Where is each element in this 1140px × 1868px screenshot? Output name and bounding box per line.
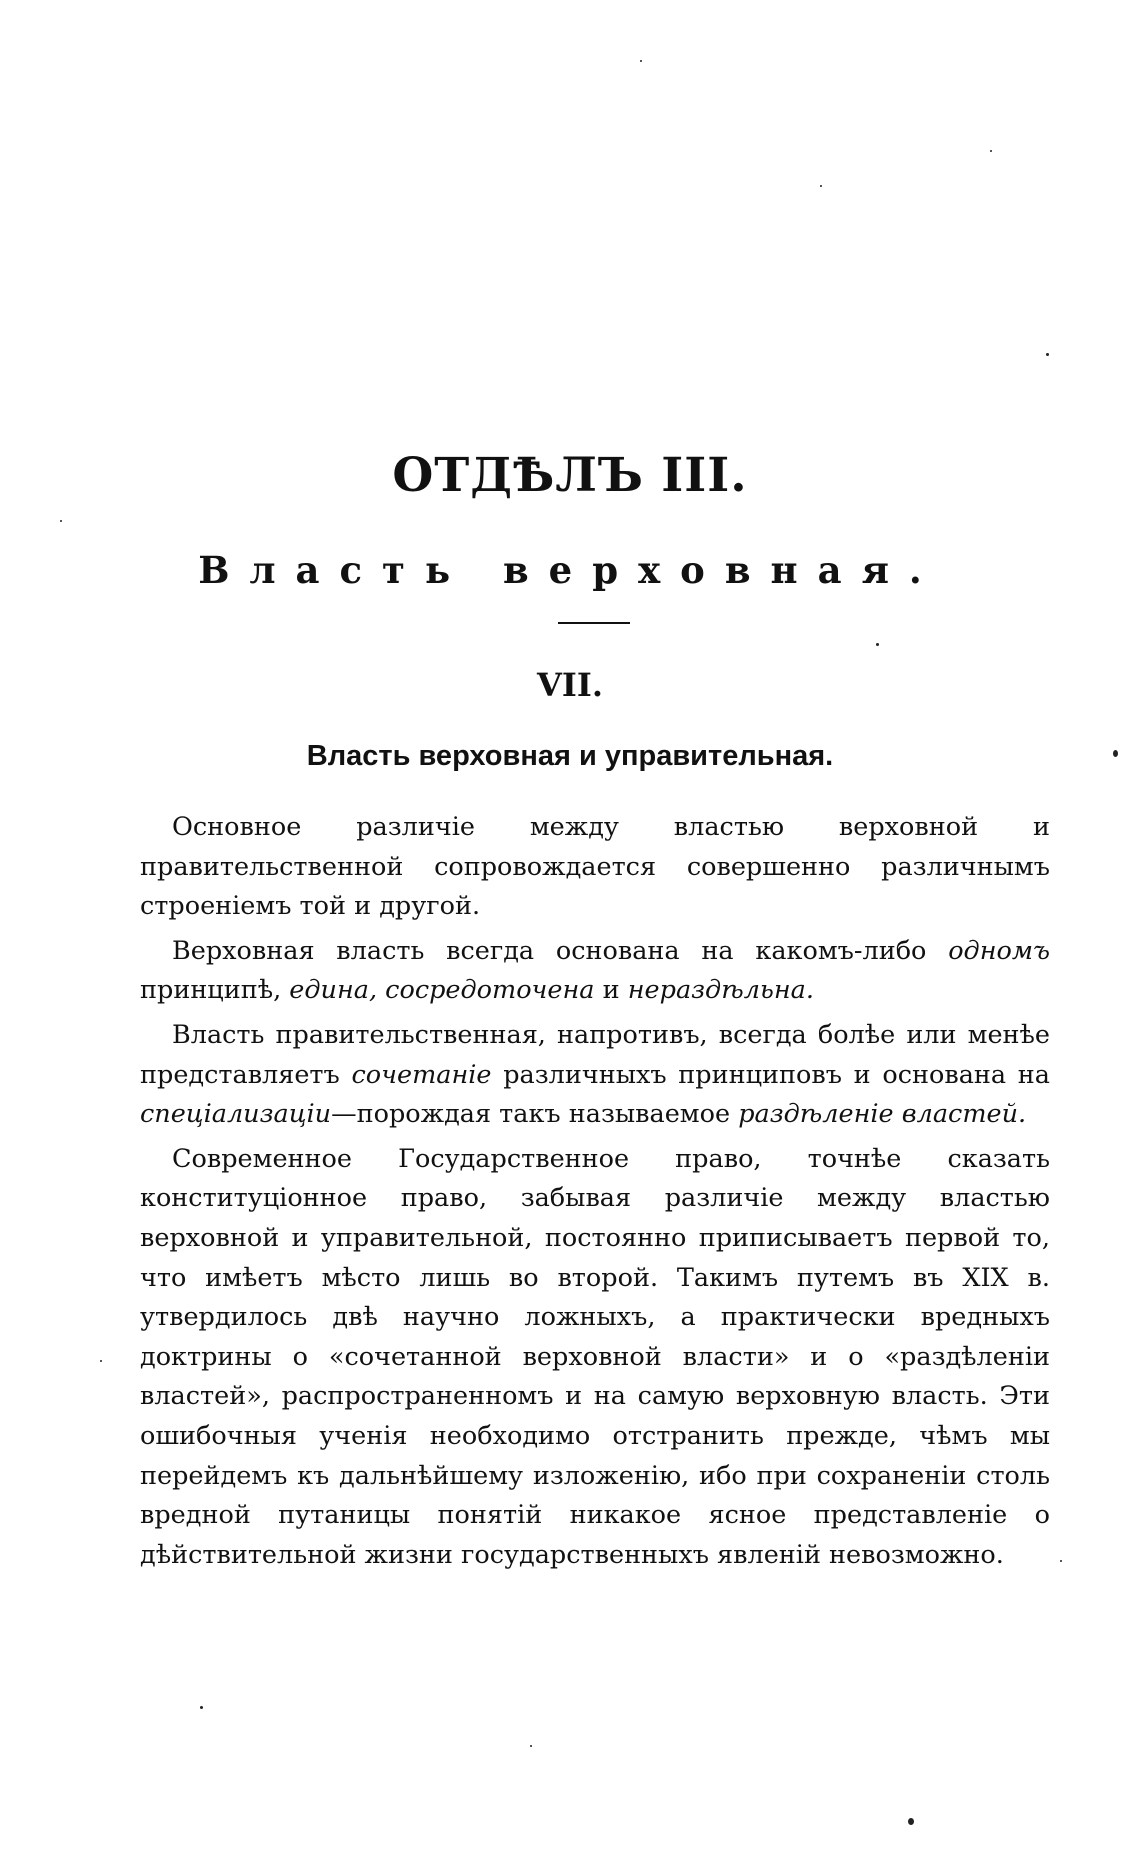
italic-term: спеціализаціи	[140, 1099, 332, 1130]
section-subtitle: Власть верховная.	[198, 548, 942, 592]
scan-speck	[100, 1360, 102, 1362]
paragraph	[140, 808, 1050, 927]
paragraph	[140, 1016, 1050, 1135]
italic-term: нераздѣльна.	[627, 975, 814, 1006]
section-title: ОТДѢЛЪ III.	[392, 448, 748, 503]
scan-speck	[990, 150, 992, 152]
paragraph	[140, 1140, 1050, 1576]
paragraph-text: Современное Государственное право, точнѣе сказать конституціонное право, забывая различіе между властью верховной и управительной, постоянно приписываетъ первой то, что имѣетъ мѣсто лишь во второй. Такимъ путемъ въ XIX в. утвердилось двѣ научно ложныхъ, а практически вредныхъ доктрины о «сочетанной верховной власти» и о «раздѣленіи властей», распространенномъ и на самую верховную власть. Эти ошибочныя ученія необходимо отстранить прежде, чѣмъ мы перейдемъ къ дальнѣйшему изложенію, ибо при сохраненіи столь вредной путаницы понятій никакое ясное представленіе о дѣйствительной жизни государственныхъ явленій невозможно.	[140, 1143, 1050, 1570]
chapter-title: Власть верховная и управительная.	[306, 740, 834, 772]
scan-speck	[60, 520, 62, 522]
body-text	[140, 808, 1050, 1580]
italic-term: раздѣленіе властей.	[738, 1099, 1027, 1130]
paragraph	[140, 932, 1050, 1011]
paragraph-text: и	[594, 975, 628, 1006]
chapter-number: VII.	[537, 666, 603, 704]
scan-speck	[640, 60, 642, 62]
italic-term: сочетаніе	[351, 1059, 492, 1090]
paragraph-text: Основное различіе между властью верховной и правительственной сопровождается совершенно различнымъ строеніемъ той и другой.	[140, 812, 1050, 922]
scan-speck	[200, 1706, 203, 1709]
scan-speck	[1046, 353, 1049, 356]
paragraph-text: Верховная власть всегда основана на какомъ-либо	[172, 935, 949, 966]
scan-speck	[876, 643, 879, 646]
italic-term: едина, сосредоточена	[289, 975, 595, 1006]
scan-speck	[530, 1745, 532, 1747]
scan-speck	[820, 185, 822, 187]
paragraph-text: Власть правительственная, напротивъ, всегда болѣе или менѣе представляетъ	[140, 1019, 1050, 1090]
title-divider	[558, 622, 630, 624]
scan-speck	[1060, 1560, 1062, 1562]
italic-term: одномъ	[948, 935, 1050, 966]
paragraph-text: принципѣ,	[140, 975, 290, 1006]
scan-speck	[1113, 750, 1118, 757]
paragraph-text: различныхъ принциповъ и основана на	[491, 1059, 1051, 1090]
scan-speck	[908, 1818, 914, 1825]
paragraph-text: —порождая такъ называемое	[331, 1099, 739, 1130]
